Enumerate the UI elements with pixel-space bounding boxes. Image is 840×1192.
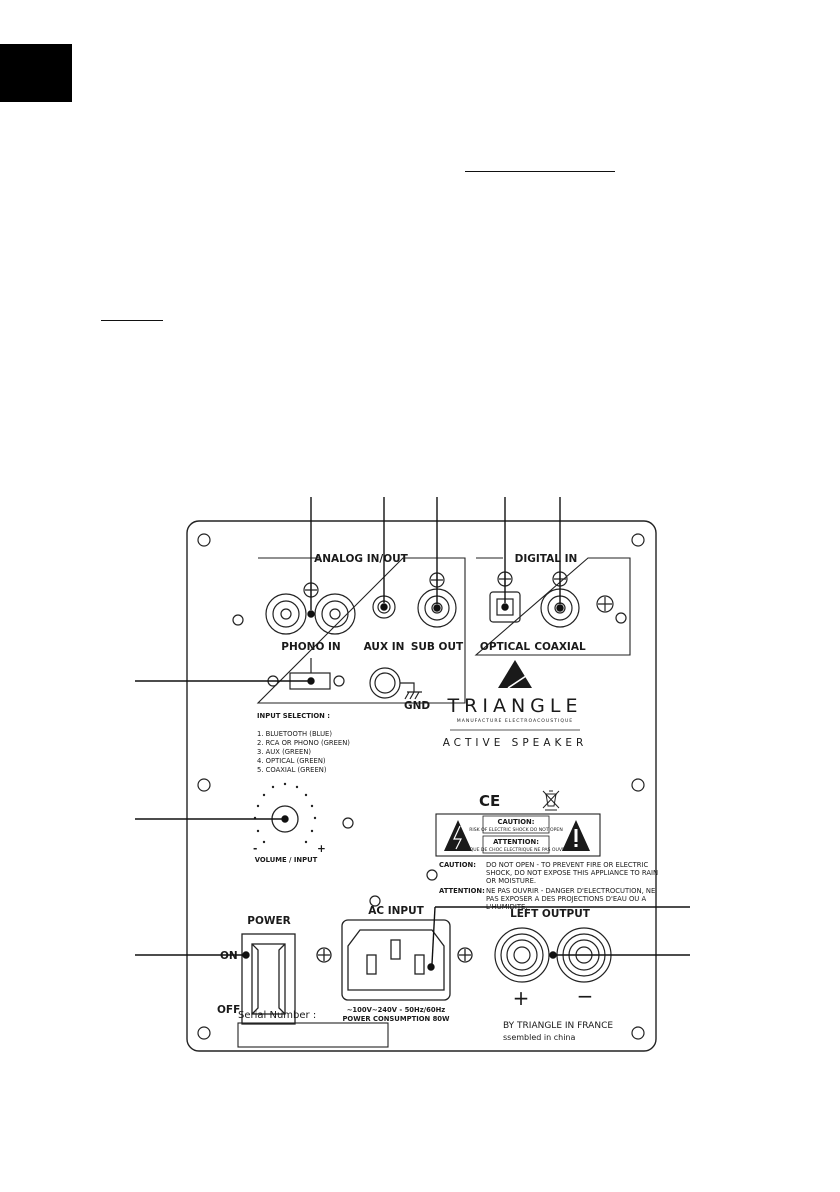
aux-in-label: AUX IN: [363, 641, 405, 653]
input-selection-title: INPUT SELECTION :: [257, 712, 330, 720]
gnd-label: GND: [404, 700, 431, 712]
sub-out-label: SUB OUT: [410, 641, 464, 653]
off-label: OFF: [217, 1004, 241, 1016]
volume-knob[interactable]: [254, 783, 316, 843]
minus-sign: −: [576, 984, 594, 1008]
screw-holes: [198, 534, 647, 1039]
phono-in-label: PHONO IN: [281, 641, 341, 653]
input-selection-item: 4. OPTICAL (GREEN): [257, 757, 326, 765]
caution-line: OR MOISTURE.: [486, 877, 537, 885]
digital-section-title: DIGITAL IN: [514, 553, 578, 565]
attention-box-text: RISQUE DE CHOC ELECTRIQUE NE PAS OUVRIR: [462, 848, 570, 853]
on-label: ON: [220, 950, 238, 962]
attention-line: PAS EXPOSER A DES PROJECTIONS D'EAU OU A: [486, 895, 647, 903]
input-selection-button[interactable]: [268, 658, 344, 689]
left-output-label: LEFT OUTPUT: [510, 908, 590, 920]
weee-bin-icon: [543, 791, 559, 810]
power-label: POWER: [247, 915, 291, 927]
caution-box-title: CAUTION:: [497, 818, 535, 826]
assembled-in: ssembled in china: [503, 1033, 576, 1042]
volume-minus: -: [253, 843, 258, 855]
safety-label: [436, 814, 600, 856]
attention-box-title: ATTENTION:: [493, 838, 539, 846]
plus-sign: +: [512, 986, 530, 1010]
ce-mark: CE: [479, 792, 501, 810]
product-name: ACTIVE SPEAKER: [442, 737, 588, 749]
serial-label: Serial Number :: [238, 1010, 317, 1021]
input-selection-item: 5. COAXIAL (GREEN): [257, 766, 327, 774]
designed-in: BY TRIANGLE IN FRANCE: [503, 1021, 614, 1031]
triangle-logo: [443, 660, 588, 749]
input-selection-item: 2. RCA OR PHONO (GREEN): [257, 739, 350, 747]
ac-spec-voltage: ~100V~240V - 50Hz/60Hz: [346, 1006, 446, 1014]
ac-spec-power: POWER CONSUMPTION 80W: [342, 1015, 450, 1023]
attention-label: ATTENTION:: [439, 887, 485, 895]
serial-number-field: [238, 1023, 388, 1047]
coaxial-input[interactable]: [541, 572, 613, 627]
volume-plus: +: [317, 843, 326, 855]
input-selection-item: 3. AUX (GREEN): [257, 748, 312, 756]
caution-label: CAUTION:: [439, 861, 476, 869]
ground-terminal[interactable]: [370, 668, 422, 699]
caution-line: DO NOT OPEN - TO PREVENT FIRE OR ELECTRIC: [486, 861, 649, 869]
analog-section-title: ANALOG IN/OUT: [314, 553, 408, 565]
caution-box-text: RISK OF ELECTRIC SHOCK DO NOT OPEN: [469, 828, 563, 833]
brand-name: TRIANGLE: [447, 695, 583, 717]
attention-line: NE PAS OUVRIR - DANGER D'ELECTROCUTION, NE: [486, 887, 656, 895]
volume-label: VOLUME / INPUT: [254, 856, 318, 864]
caution-line: SHOCK, DO NOT EXPOSE THIS APPLIANCE TO RAIN: [486, 869, 659, 877]
attention-line: L'HUMIDITE.: [486, 903, 528, 911]
input-selection-item: 1. BLUETOOTH (BLUE): [257, 730, 332, 738]
brand-tagline: MANUFACTURE ELECTROACOUSTIQUE: [456, 719, 574, 724]
optical-label: OPTICAL: [479, 641, 531, 653]
ac-input-label: AC INPUT: [368, 905, 424, 917]
ac-input-socket[interactable]: [317, 920, 472, 1000]
coaxial-label: COAXIAL: [534, 641, 586, 653]
